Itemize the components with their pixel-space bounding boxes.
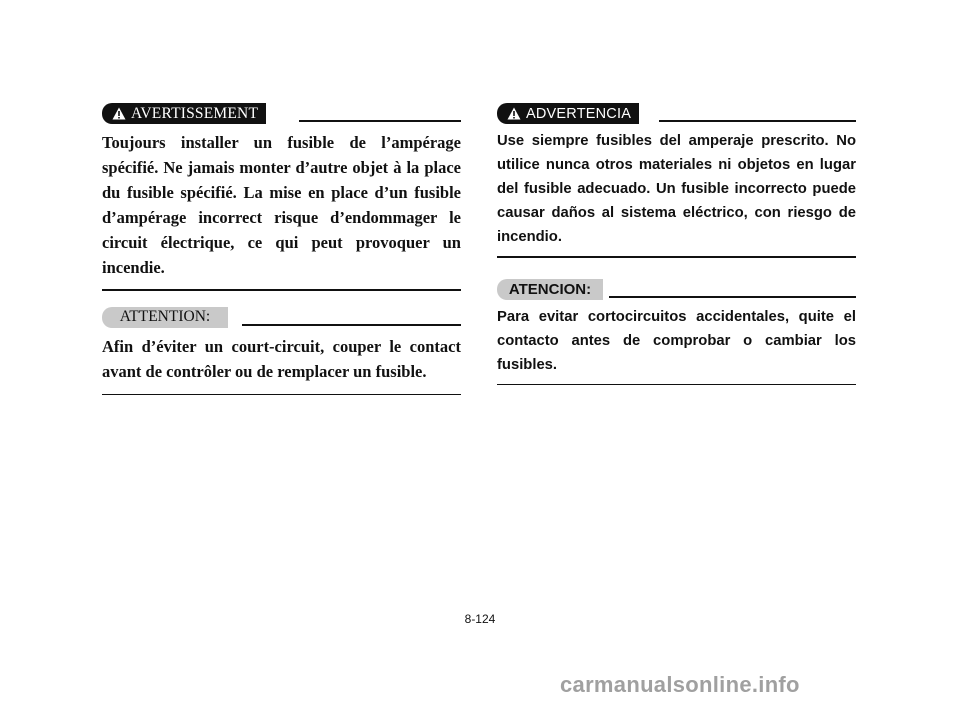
warning-header-line-fr [299,120,461,122]
caution-end-rule-fr [102,394,461,396]
caution-end-rule-es [497,384,856,386]
caution-badge-es [497,279,603,300]
caution-header-es [497,278,856,300]
warning-text-es: Use siempre fusibles del amperaje prescrito. No utilice nunca otros materiales ni objetos en lugar del fusible adecuado. Un fusible incorrecto puede causar daños al sistema eléctrico, con riesgo de incendio. [497,133,856,245]
warning-triangle-icon [112,107,126,120]
page-number: 8-124 [464,612,496,626]
caution-badge-fr [102,307,228,328]
caution-text-es: Para evitar cortocircuitos accidentales, quite el contacto antes de comprobar o cambiar los fusibles. [497,308,856,373]
warning-label-fr: AVERTISSEMENT [131,104,259,122]
warning-header-fr [102,102,461,124]
warning-label-es: ADVERTENCIA [526,105,632,122]
caution-header-line-fr [242,324,461,326]
watermark: carmanualsonline.info [560,672,800,697]
warning-badge-fr [102,103,266,124]
caution-header-fr [102,306,461,328]
caution-label-es: ATENCION: [508,280,592,298]
caution-label-fr: ATTENTION: [119,308,211,326]
spanish-column [497,102,856,385]
warning-badge-es [497,103,639,124]
caution-header-line-es [609,296,856,298]
warning-text-fr: Toujours installer un fusible de l’ampérage spécifié. Ne jamais monter d’autre objet à la place du fusible spécifié. La mise en place d’un fusible d’ampérage incorrect risque d’endommager le circuit électrique, ce qui peut provoquer un incendie. [102,133,461,277]
warning-triangle-icon [507,107,521,120]
warning-header-es [497,102,856,124]
warning-header-line-es [659,120,856,122]
caution-text-fr: Afin d’éviter un court-circuit, couper le contact avant de contrôler ou de remplacer un fusible. [102,336,461,381]
french-column [102,102,461,395]
